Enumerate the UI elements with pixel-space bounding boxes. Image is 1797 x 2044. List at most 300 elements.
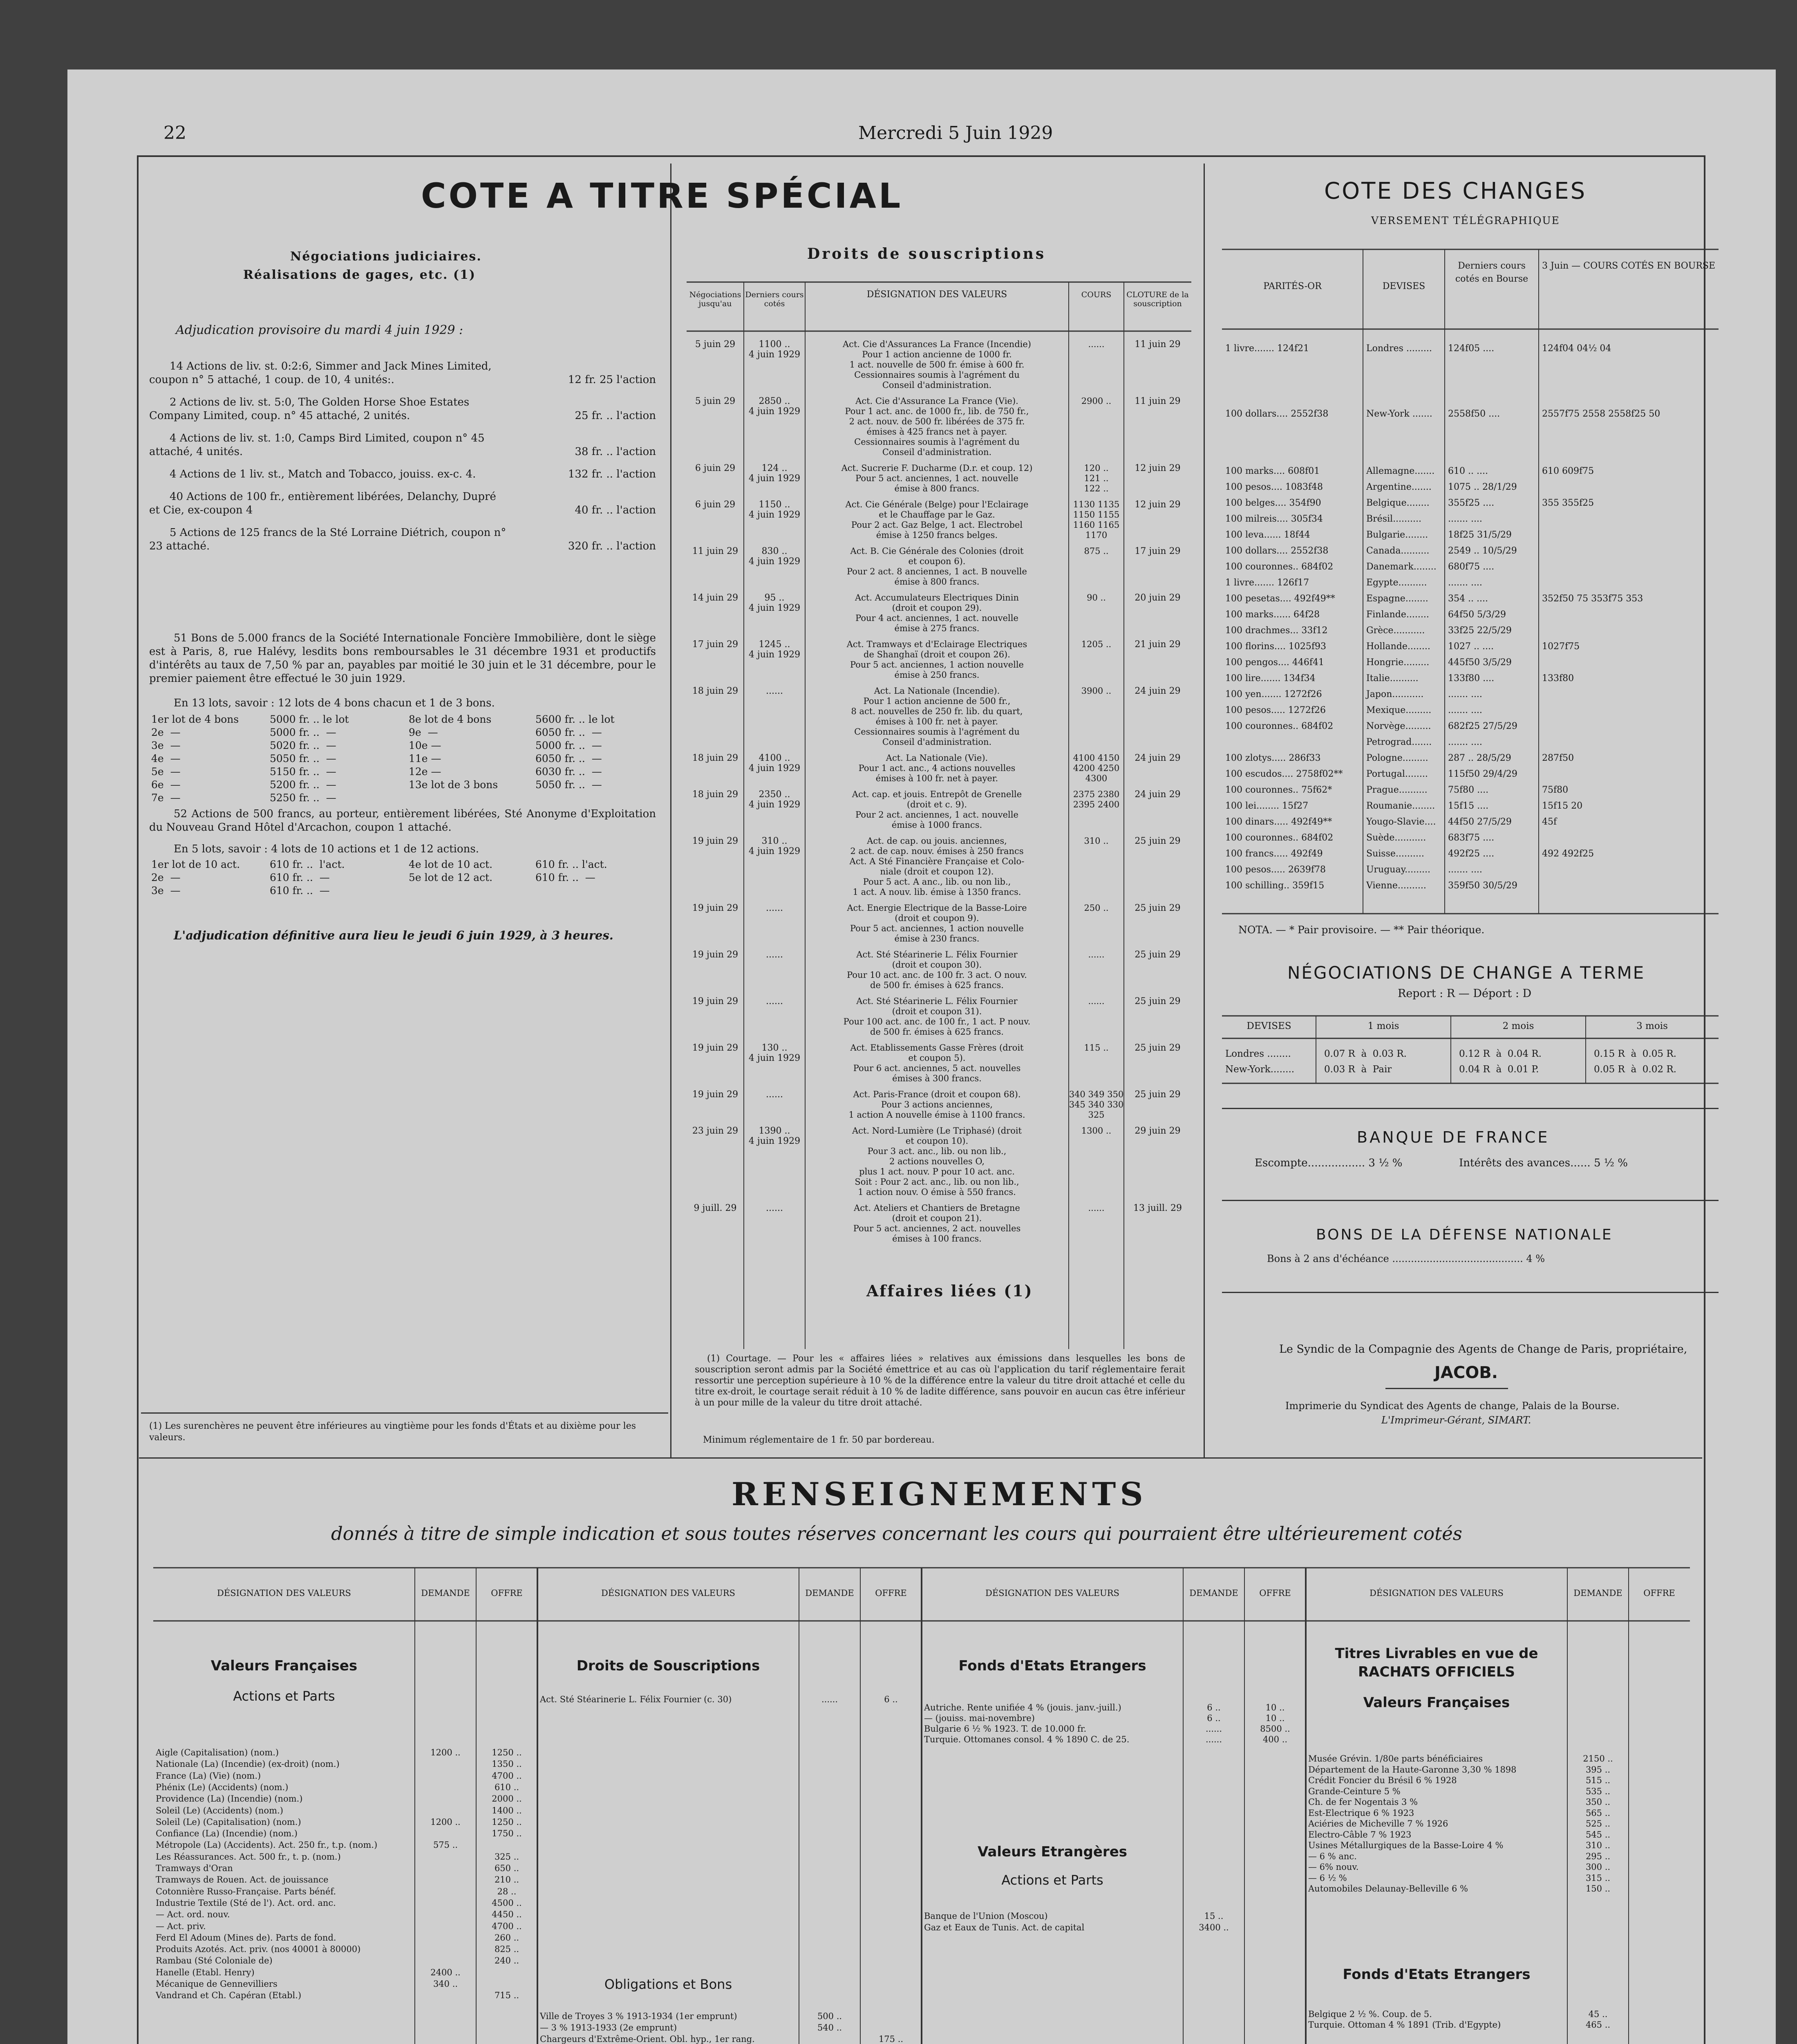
changes-dernier: 355f25 .... bbox=[1448, 498, 1495, 508]
rens-row-name: Confiance (La) (Incendie) (nom.) bbox=[156, 1829, 298, 1839]
rens-row-name: Rambau (Sté Coloniale de) bbox=[156, 1956, 273, 1966]
rens-row-name: — 3 % 1913-1933 (2e emprunt) bbox=[540, 2023, 677, 2033]
imprimerie: Imprimerie du Syndicat des Agents de change, Palais de la Bourse. bbox=[1285, 1400, 1620, 1412]
changes-dernier: 354 .. .... bbox=[1448, 594, 1488, 604]
cote-item bbox=[149, 396, 656, 423]
page-number: 22 bbox=[163, 123, 186, 143]
rens-row-name: Usines Métallurgiques de la Basse-Loire 4 % bbox=[1308, 1840, 1504, 1850]
rens-row-demande: 535 .. bbox=[1585, 1786, 1611, 1796]
rens-row-name: Turquie. Ottomanes consol. 4 % 1890 C. de 25. bbox=[924, 1735, 1130, 1744]
lot-c: 8e lot de 4 bons bbox=[409, 713, 492, 725]
droits-cloture: 13 juill. 29 bbox=[1133, 1203, 1182, 1213]
droits-cloture: 25 juin 29 bbox=[1135, 996, 1181, 1006]
droits-cloture: 20 juin 29 bbox=[1135, 593, 1181, 603]
droits-cloture: 17 juin 29 bbox=[1135, 546, 1181, 556]
changes-parite: 100 couronnes.. 684f02 bbox=[1225, 833, 1334, 843]
changes-parite: 100 drachmes... 33f12 bbox=[1225, 625, 1328, 636]
rens-row-offre: 325 .. bbox=[494, 1851, 519, 1862]
rens-row-offre: 10 .. bbox=[1265, 1703, 1285, 1712]
droits-neg: 18 juin 29 bbox=[692, 789, 738, 800]
lot-row bbox=[151, 713, 658, 726]
terme-title: NÉGOCIATIONS DE CHANGE A TERME bbox=[1287, 963, 1645, 983]
changes-bourse: 45f bbox=[1542, 817, 1557, 827]
cote-item bbox=[149, 432, 656, 459]
rens-row-offre: 4450 .. bbox=[492, 1910, 522, 1920]
changes-subtitle: VERSEMENT TÉLÉGRAPHIQUE bbox=[1371, 215, 1560, 226]
changes-dernier: 33f25 22/5/29 bbox=[1448, 625, 1512, 636]
droits-designation: Act. de cap. ou jouis. anciennes, 2 act. de cap. nouv. émises à 250 francs Act. A Sté Financière Française et Colo- niale (droit et coupon 12). Pour 5 act. A anc., lib. ou non lib., 1 act. A nouv. lib. émise à 1350 francs. bbox=[849, 836, 1025, 897]
droits-cours: 1300 .. bbox=[1081, 1126, 1112, 1136]
rens-row-offre: 400 .. bbox=[1262, 1735, 1288, 1744]
droits-cloture: 11 juin 29 bbox=[1135, 396, 1181, 406]
lot-d: 6030 fr. .. — bbox=[535, 766, 602, 778]
droits-derniers: ...... bbox=[766, 903, 783, 913]
adjudication-definitive: L'adjudication définitive aura lieu le jeudi 6 juin 1929, à 3 heures. bbox=[174, 928, 613, 942]
rens-row-demande: ...... bbox=[821, 1694, 838, 1704]
rens-row-name: Métropole (La) (Accidents). Act. 250 fr., t.p. (nom.) bbox=[156, 1840, 378, 1850]
droits-neg: 17 juin 29 bbox=[692, 639, 738, 650]
changes-dernier: 124f05 .... bbox=[1448, 343, 1495, 354]
arcachon-lots-table bbox=[151, 858, 658, 898]
droits-cours: 875 .. bbox=[1084, 546, 1109, 556]
droits-cloture: 24 juin 29 bbox=[1135, 753, 1181, 763]
changes-dernier: 2549 .. 10/5/29 bbox=[1448, 546, 1517, 556]
changes-devise: Uruguay......... bbox=[1366, 865, 1431, 875]
droits-designation: Act. Cie Générale (Belge) pour l'Eclairage et le Chauffage par le Gaz. Pour 2 act. Gaz Belge, 1 act. Electrobel émise à 1250 francs belges. bbox=[845, 500, 1029, 540]
rens-row-demande: 465 .. bbox=[1585, 2020, 1611, 2030]
rens-row-offre: 240 .. bbox=[494, 1956, 519, 1966]
terme-header-cell: 2 mois bbox=[1502, 1021, 1534, 1031]
cote-item-text: 2 Actions de liv. st. 5:0, The Golden Horse Shoe Estates Company Limited, coup. n° 45 attaché, 2 unités. bbox=[149, 396, 470, 422]
changes-bourse: 355 355f25 bbox=[1542, 498, 1594, 508]
changes-devise: Danemark........ bbox=[1366, 562, 1437, 572]
rens-row-demande: 45 .. bbox=[1588, 2009, 1608, 2019]
rens-row-offre: 1250 .. bbox=[492, 1748, 522, 1757]
rens-row-name: Aigle (Capitalisation) (nom.) bbox=[156, 1748, 279, 1757]
droits-cloture: 25 juin 29 bbox=[1135, 903, 1181, 913]
changes-header-cell: Derniers cours cotés en Bourse bbox=[1455, 261, 1528, 284]
changes-parite: 100 couronnes.. 684f02 bbox=[1225, 721, 1334, 731]
lot-b: 610 fr. .. — bbox=[270, 872, 330, 883]
droits-neg: 19 juin 29 bbox=[692, 836, 738, 846]
changes-dernier: 610 .. .... bbox=[1448, 466, 1488, 476]
rens-row-name: Industrie Textile (Sté de l'). Act. ord. anc. bbox=[156, 1898, 336, 1908]
changes-parite: 100 marks...... 64f28 bbox=[1225, 610, 1320, 620]
changes-parite: 100 pesos..... 2639f78 bbox=[1225, 865, 1326, 875]
changes-dernier: ....... .... bbox=[1448, 865, 1482, 875]
rens-row-demande: 15 .. bbox=[1204, 1911, 1224, 1921]
arcachon-paragraph: 52 Actions de 500 francs, au porteur, entièrement libérées, Sté Anonyme d'Exploitation du Nouveau Grand Hôtel d'Arcachon, coupon 1 attaché. bbox=[149, 808, 656, 834]
lot-row bbox=[151, 872, 658, 885]
droits-designation: Act. Cie d'Assurances La France (Incendie) Pour 1 action ancienne de 1000 fr. 1 act. nouvelle de 500 fr. émise à 600 fr. Cessionnaires soumis à l'agrément du Conseil d'administration. bbox=[843, 339, 1031, 390]
rens-row-name: — 6% nouv. bbox=[1308, 1862, 1359, 1872]
lot-a: 2e — bbox=[151, 872, 181, 883]
changes-devise: Finlande........ bbox=[1366, 610, 1429, 620]
rens-row-name: Crédit Foncier du Brésil 6 % 1928 bbox=[1308, 1775, 1457, 1785]
droits-cours: 120 .. 121 .. 122 .. bbox=[1084, 463, 1109, 493]
rens-header-cell: DÉSIGNATION DES VALEURS bbox=[1370, 1588, 1504, 1598]
changes-parite: 100 lei........ 15f27 bbox=[1225, 801, 1309, 811]
rens-row-demande: 3400 .. bbox=[1199, 1923, 1229, 1932]
rens-header-cell: DÉSIGNATION DES VALEURS bbox=[985, 1588, 1119, 1598]
changes-dernier: 682f25 27/5/29 bbox=[1448, 721, 1517, 731]
terme-3mois: 0.05 R à 0.02 R. bbox=[1594, 1064, 1676, 1075]
lot-c: 13e lot de 3 bons bbox=[409, 779, 498, 791]
rens-header-cell: DEMANDE bbox=[421, 1588, 470, 1598]
bons-title: BONS DE LA DÉFENSE NATIONALE bbox=[1316, 1226, 1613, 1243]
droits-cours: 250 .. bbox=[1084, 903, 1109, 913]
droits-derniers: 2850 .. 4 juin 1929 bbox=[748, 396, 801, 417]
lot-a: 2e — bbox=[151, 726, 181, 738]
rens-row-offre: 2000 .. bbox=[492, 1794, 522, 1804]
lot-d: 610 fr. .. l'act. bbox=[535, 858, 607, 870]
droits-cloture: 12 juin 29 bbox=[1135, 500, 1181, 510]
rens-row-offre: 28 .. bbox=[497, 1886, 517, 1896]
rens-row-demande: ...... bbox=[1205, 1735, 1222, 1744]
changes-dernier: 1027 .. .... bbox=[1448, 641, 1494, 652]
rens-header-cell: DEMANDE bbox=[805, 1588, 854, 1598]
banque-title: BANQUE DE FRANCE bbox=[1357, 1128, 1550, 1146]
changes-bourse: 15f15 20 bbox=[1542, 801, 1583, 811]
rens-row-demande: 340 .. bbox=[433, 1979, 458, 1989]
terme-devise: New-York........ bbox=[1225, 1064, 1295, 1075]
rens-row-name: Belgique 2 ½ %. Coup. de 5. bbox=[1308, 2009, 1432, 2019]
droits-header-cell: Derniers cours cotés bbox=[745, 290, 804, 308]
changes-bourse: 610 609f75 bbox=[1542, 466, 1594, 476]
rens-row-demande: 575 .. bbox=[433, 1840, 458, 1850]
rens-row-name: Les Réassurances. Act. 500 fr., t. p. (nom.) bbox=[156, 1851, 341, 1862]
rens-row-name: Automobiles Delaunay-Belleville 6 % bbox=[1308, 1884, 1468, 1894]
rens-section-title: RACHATS OFFICIELS bbox=[1358, 1664, 1515, 1680]
cote-item-price: 38 fr. .. l'action bbox=[575, 446, 656, 458]
rens-header-cell: DÉSIGNATION DES VALEURS bbox=[601, 1588, 735, 1598]
droits-cours: 115 .. bbox=[1084, 1043, 1109, 1053]
changes-devise: Suisse.......... bbox=[1366, 849, 1424, 859]
lot-d: 5600 fr. .. le lot bbox=[535, 713, 615, 725]
rens-row-offre: 210 .. bbox=[494, 1875, 519, 1885]
rens-row-name: Cotonnière Russo-Française. Parts bénéf. bbox=[156, 1886, 336, 1896]
changes-dernier: 18f25 31/5/29 bbox=[1448, 530, 1512, 540]
changes-parite: 1 livre....... 126f17 bbox=[1225, 578, 1309, 588]
divider-left bbox=[670, 164, 671, 1457]
changes-bourse: 352f50 75 353f75 353 bbox=[1542, 594, 1643, 604]
changes-dernier: 15f15 .... bbox=[1448, 801, 1489, 811]
arcachon-lots-intro: En 5 lots, savoir : 4 lots de 10 actions et 1 de 12 actions. bbox=[174, 843, 479, 855]
lot-a: 3e — bbox=[151, 885, 181, 896]
rens-row-offre: 175 .. bbox=[878, 2034, 904, 2044]
droits-designation: Act. Paris-France (droit et coupon 68). Pour 3 actions anciennes, 1 action A nouvelle émise à 1100 francs. bbox=[848, 1089, 1025, 1120]
changes-dernier: 287 .. 28/5/29 bbox=[1448, 753, 1511, 763]
rens-table bbox=[153, 1566, 1690, 2044]
changes-parite: 100 pesos..... 1272f26 bbox=[1225, 705, 1326, 715]
changes-devise: Vienne.......... bbox=[1366, 881, 1426, 891]
lot-b: 5000 fr. .. — bbox=[270, 726, 336, 738]
lot-c: 4e lot de 10 act. bbox=[409, 858, 493, 870]
cote-footnote: (1) Les surenchères ne peuvent être inférieures au vingtième pour les fonds d'États et au dixième pour les valeurs. bbox=[149, 1421, 636, 1443]
lot-a: 3e — bbox=[151, 740, 181, 751]
changes-parite: 100 marks.... 608f01 bbox=[1225, 466, 1320, 476]
changes-nota: NOTA. — * Pair provisoire. — ** Pair théorique. bbox=[1238, 924, 1485, 936]
rens-row-demande: 2400 .. bbox=[430, 1967, 461, 1977]
rens-row-name: — 6 % anc. bbox=[1308, 1851, 1357, 1861]
rens-title: RENSEIGNEMENTS bbox=[732, 1476, 1147, 1513]
rens-row-offre: 4700 .. bbox=[492, 1771, 522, 1781]
rens-row-name: Tramways de Rouen. Act. de jouissance bbox=[156, 1875, 329, 1885]
changes-bourse: 1027f75 bbox=[1542, 641, 1580, 652]
changes-dernier: 445f50 3/5/29 bbox=[1448, 657, 1512, 668]
droits-designation: Act. Energie Electrique de la Basse-Loire (droit et coupon 9). Pour 5 act. anciennes, 1 action nouvelle émise à 230 francs. bbox=[847, 903, 1027, 944]
changes-header-cell: PARITÉS-OR bbox=[1263, 281, 1322, 291]
droits-table-area bbox=[687, 278, 1191, 1525]
rens-row-demande: 545 .. bbox=[1585, 1829, 1611, 1840]
lot-d: 6050 fr. .. — bbox=[535, 726, 602, 738]
changes-parite: 100 pesos.... 1083f48 bbox=[1225, 482, 1323, 492]
lot-b: 5200 fr. .. — bbox=[270, 779, 336, 791]
changes-bourse: 492 492f25 bbox=[1542, 849, 1594, 859]
changes-devise: Portugal........ bbox=[1366, 769, 1428, 779]
rens-row-name: Providence (La) (Incendie) (nom.) bbox=[156, 1794, 303, 1804]
rens-section-title: Actions et Parts bbox=[1001, 1872, 1103, 1888]
changes-devise: New-York ....... bbox=[1366, 409, 1432, 419]
rens-row-offre: 1250 .. bbox=[492, 1817, 522, 1827]
droits-derniers: 2350 .. 4 juin 1929 bbox=[748, 789, 801, 810]
rens-header-cell: DEMANDE bbox=[1573, 1588, 1622, 1598]
rens-row-offre: 715 .. bbox=[494, 1990, 519, 2001]
rens-row-demande: 395 .. bbox=[1585, 1764, 1611, 1775]
gerant: L'Imprimeur-Gérant, SIMART. bbox=[1381, 1414, 1531, 1426]
droits-neg: 6 juin 29 bbox=[695, 500, 736, 510]
droits-cours: ...... bbox=[1088, 1203, 1105, 1213]
cote-items bbox=[149, 360, 656, 562]
avances: Intérêts des avances...... 5 ½ % bbox=[1459, 1157, 1628, 1169]
cote-item-price: 12 fr. 25 l'action bbox=[568, 374, 656, 386]
rens-row-name: Mécanique de Gennevilliers bbox=[156, 1979, 277, 1989]
rens-section-title: Fonds d'Etats Etrangers bbox=[958, 1658, 1146, 1674]
neg-title-1: Négociations judiciaires. bbox=[290, 249, 482, 264]
droits-derniers: 1100 .. 4 juin 1929 bbox=[748, 339, 801, 360]
lot-c: 10e — bbox=[409, 740, 441, 751]
lot-a: 1er lot de 4 bons bbox=[151, 713, 239, 725]
cote-item bbox=[149, 490, 656, 517]
terme-1mois: 0.03 R à Pair bbox=[1324, 1064, 1392, 1075]
changes-devise: Allemagne....... bbox=[1366, 466, 1435, 476]
cote-item bbox=[149, 360, 656, 387]
changes-devise: Espagne........ bbox=[1366, 594, 1428, 604]
rens-header-cell: DEMANDE bbox=[1189, 1588, 1238, 1598]
droits-cloture: 24 juin 29 bbox=[1135, 686, 1181, 696]
rens-section-title: Fonds d'Etats Etrangers bbox=[1343, 1966, 1531, 1983]
rens-row-offre: 610 .. bbox=[494, 1782, 519, 1792]
rens-row-name: Aciéries de Micheville 7 % 1926 bbox=[1308, 1819, 1448, 1829]
cote-item-price: 132 fr. .. l'action bbox=[568, 468, 656, 480]
rens-header-cell: DÉSIGNATION DES VALEURS bbox=[217, 1588, 351, 1598]
droits-designation: Act. Sté Stéarinerie L. Félix Fournier (droit et coupon 30). Pour 10 act. anc. de 100 fr. 3 act. O nouv. de 500 fr. émises à 625 francs. bbox=[847, 950, 1027, 990]
changes-parite: 100 couronnes.. 684f02 bbox=[1225, 562, 1334, 572]
lots-table bbox=[151, 713, 658, 805]
rens-row-name: — Act. ord. nouv. bbox=[156, 1910, 230, 1920]
droits-cours: ...... bbox=[1088, 950, 1105, 959]
rens-row-offre: 8500 .. bbox=[1260, 1724, 1290, 1734]
cote-item bbox=[149, 526, 656, 553]
changes-devise: Brésil.......... bbox=[1366, 514, 1421, 524]
rens-row-offre: 650 .. bbox=[494, 1863, 519, 1873]
changes-parite: 100 belges.... 354f90 bbox=[1225, 498, 1321, 508]
rens-row-name: Autriche. Rente unifiée 4 % (jouis. janv.-juill.) bbox=[924, 1703, 1121, 1712]
droits-cours: ...... bbox=[1088, 339, 1105, 349]
rens-row-demande: 310 .. bbox=[1585, 1840, 1611, 1850]
rens-row-name: Ferd El Adoum (Mines de). Parts de fond. bbox=[156, 1932, 336, 1943]
lot-c: 12e — bbox=[409, 766, 441, 778]
changes-dernier: 75f80 .... bbox=[1448, 785, 1489, 795]
rens-row-offre: 4700 .. bbox=[492, 1921, 522, 1931]
changes-dernier: ....... .... bbox=[1448, 514, 1482, 524]
lot-row bbox=[151, 726, 658, 740]
droits-neg: 5 juin 29 bbox=[695, 396, 736, 406]
changes-bourse: 124f04 04½ 04 bbox=[1542, 343, 1611, 354]
rens-row-offre: 260 .. bbox=[494, 1932, 519, 1943]
droits-cloture: 29 juin 29 bbox=[1135, 1126, 1181, 1136]
terme-devise: Londres ........ bbox=[1225, 1049, 1291, 1059]
droits-cloture: 25 juin 29 bbox=[1135, 1089, 1181, 1100]
changes-bourse: 133f80 bbox=[1542, 673, 1574, 684]
affaires-liees: Affaires liées (1) bbox=[866, 1282, 1033, 1300]
rens-row-offre: 4500 .. bbox=[492, 1898, 522, 1908]
changes-parite: 100 schilling.. 359f15 bbox=[1225, 881, 1325, 891]
droits-neg: 19 juin 29 bbox=[692, 996, 738, 1006]
changes-parite: 100 escudos.... 2758f02** bbox=[1225, 769, 1343, 779]
rens-section-title: Titres Livrables en vue de bbox=[1335, 1645, 1538, 1662]
rens-section-title: Valeurs Françaises bbox=[1363, 1694, 1510, 1711]
lot-row bbox=[151, 779, 658, 792]
cote-item-text: 40 Actions de 100 fr., entièrement libérées, Delanchy, Dupré et Cie, ex-coupon 4 bbox=[149, 491, 496, 516]
rens-row-name: Musée Grévin. 1/80e parts bénéficiaires bbox=[1308, 1754, 1483, 1764]
droits-cours: 4100 4150 4200 4250 4300 bbox=[1073, 753, 1120, 783]
droits-neg: 11 juin 29 bbox=[692, 546, 738, 556]
changes-dernier: 359f50 30/5/29 bbox=[1448, 881, 1517, 891]
changes-parite: 100 pesetas.... 492f49** bbox=[1225, 594, 1335, 604]
changes-devise: Japon........... bbox=[1366, 689, 1424, 699]
changes-devise: Hongrie......... bbox=[1366, 657, 1430, 668]
lot-row bbox=[151, 753, 658, 766]
changes-parite: 100 lire....... 134f34 bbox=[1225, 673, 1316, 684]
rens-row-demande: 1200 .. bbox=[430, 1817, 461, 1827]
droits-neg: 6 juin 29 bbox=[695, 463, 736, 473]
droits-derniers: ...... bbox=[766, 1203, 783, 1213]
changes-dernier: 2558f50 .... bbox=[1448, 409, 1500, 419]
terme-header-cell: DEVISES bbox=[1246, 1021, 1291, 1031]
rens-header-cell: OFFRE bbox=[875, 1588, 907, 1598]
rens-row-name: Bulgarie 6 ½ % 1923. T. de 10.000 fr. bbox=[924, 1724, 1087, 1734]
changes-bourse: 75f80 bbox=[1542, 785, 1569, 795]
rens-row-demande: 150 .. bbox=[1585, 1884, 1611, 1894]
droits-cloture: 12 juin 29 bbox=[1135, 463, 1181, 473]
rens-row-demande: 315 .. bbox=[1585, 1873, 1611, 1883]
droits-designation: Act. Cie d'Assurance La France (Vie). Pour 1 act. anc. de 1000 fr., lib. de 750 fr., 2 act. nouv. de 500 fr. libérées de 375 fr. émises à 425 francs net à payer. Cessionnaires soumis à l'agrément du Conseil d'administration. bbox=[845, 396, 1029, 457]
droits-neg: 23 juin 29 bbox=[692, 1126, 738, 1136]
changes-dernier: 44f50 27/5/29 bbox=[1448, 817, 1512, 827]
changes-devise: Hollande........ bbox=[1366, 641, 1430, 652]
rens-row-demande: 6 .. bbox=[1207, 1713, 1221, 1723]
droits-derniers: 124 .. 4 juin 1929 bbox=[748, 463, 801, 484]
lot-row bbox=[151, 792, 658, 805]
rens-row-name: Soleil (Le) (Capitalisation) (nom.) bbox=[156, 1817, 301, 1827]
lot-row bbox=[151, 885, 658, 898]
lot-d: 610 fr. .. — bbox=[535, 872, 595, 883]
lot-b: 5000 fr. .. le lot bbox=[270, 713, 349, 725]
lot-a: 7e — bbox=[151, 792, 181, 804]
rens-row-name: — (jouiss. mai-novembre) bbox=[924, 1713, 1035, 1723]
rens-row-demande: 6 .. bbox=[1207, 1703, 1221, 1712]
droits-cours: 1130 1135 1150 1155 1160 1165 1170 bbox=[1073, 500, 1120, 540]
cote-item-price: 320 fr. .. l'action bbox=[568, 540, 656, 552]
rens-row-name: Nationale (La) (Incendie) (ex-droit) (nom.) bbox=[156, 1759, 340, 1769]
rens-row-name: Turquie. Ottoman 4 % 1891 (Trib. d'Egypte) bbox=[1308, 2020, 1501, 2030]
rens-section-title: Valeurs Françaises bbox=[210, 1658, 358, 1674]
changes-parite: 100 couronnes.. 75f62* bbox=[1225, 785, 1332, 795]
changes-dernier: ....... .... bbox=[1448, 705, 1482, 715]
changes-parite: 100 dollars.... 2552f38 bbox=[1225, 546, 1329, 556]
droits-neg: 14 juin 29 bbox=[692, 593, 738, 603]
droits-designation: Act. Ateliers et Chantiers de Bretagne (droit et coupon 21). Pour 5 act. anciennes, 2 act. nouvelles émises à 100 francs. bbox=[853, 1203, 1021, 1244]
droits-neg: 18 juin 29 bbox=[692, 753, 738, 763]
rens-row-name: Phénix (Le) (Accidents) (nom.) bbox=[156, 1782, 289, 1792]
rens-row-demande: 515 .. bbox=[1585, 1775, 1611, 1785]
lot-d: 6050 fr. .. — bbox=[535, 753, 602, 764]
droits-derniers: 130 .. 4 juin 1929 bbox=[748, 1043, 801, 1063]
changes-title: COTE DES CHANGES bbox=[1324, 178, 1587, 204]
rens-row-offre: 1750 .. bbox=[492, 1829, 522, 1839]
lot-row bbox=[151, 766, 658, 779]
lot-b: 5250 fr. .. — bbox=[270, 792, 336, 804]
changes-devise: Egypte.......... bbox=[1366, 578, 1427, 588]
rens-section-title: Obligations et Bons bbox=[604, 1977, 732, 1992]
page-date: Mercredi 5 Juin 1929 bbox=[858, 123, 1053, 143]
footnote-rule bbox=[141, 1412, 668, 1414]
rens-row-name: Grande-Ceinture 5 % bbox=[1308, 1786, 1401, 1796]
courtage-minimum: Minimum réglementaire de 1 fr. 50 par bordereau. bbox=[703, 1435, 935, 1445]
lot-b: 610 fr. .. l'act. bbox=[270, 858, 345, 870]
changes-devise: Italie.......... bbox=[1366, 673, 1419, 684]
droits-neg: 19 juin 29 bbox=[692, 1043, 738, 1053]
rens-row-demande: 540 .. bbox=[817, 2023, 842, 2033]
droits-derniers: ...... bbox=[766, 686, 783, 696]
changes-parite: 100 milreis.... 305f34 bbox=[1225, 514, 1323, 524]
droits-cours: ...... bbox=[1088, 996, 1105, 1006]
bons-paragraph: 51 Bons de 5.000 francs de la Société Internationale Foncière Immobilière, dont le siège est à Paris, 8, rue Halévy, lesdits bons remboursables le 31 décembre 1931 et productifs d'intérêts au taux de 7,50 % par an, payables par moitié le 30 juin et le 31 décembre, pour le premier paiement être effectué le 30 juin 1929. bbox=[149, 632, 656, 685]
changes-devise: Suède........... bbox=[1366, 833, 1426, 843]
lot-c: 11e — bbox=[409, 753, 441, 764]
terme-2mois: 0.12 R à 0.04 R. bbox=[1459, 1049, 1542, 1059]
droits-cloture: 24 juin 29 bbox=[1135, 789, 1181, 800]
changes-devise: Petrograd....... bbox=[1366, 737, 1432, 747]
rens-section-title: Actions et Parts bbox=[233, 1688, 335, 1704]
courtage-note: (1) Courtage. — Pour les « affaires liées » relatives aux émissions dans lesquelles les bons de souscription seront admis par la Société émettrice et au cas où l'application du tarif réglementaire ferait ressortir une perception supérieure à 10 % de la différence entre la valeur du titre droit attaché et celle du titre ex-droit, le courtage serait réduit à 10 % de ladite différence, sans pouvoir en aucun cas être inférieur à un pour mille de la valeur du titre droit attaché. bbox=[695, 1354, 1185, 1408]
changes-bourse: 2557f75 2558 2558f25 50 bbox=[1542, 409, 1660, 419]
droits-derniers: 1390 .. 4 juin 1929 bbox=[748, 1126, 801, 1146]
rens-header-cell: OFFRE bbox=[1643, 1588, 1675, 1598]
droits-derniers: 4100 .. 4 juin 1929 bbox=[748, 753, 801, 773]
cote-item-text: 4 Actions de 1 liv. st., Match and Tobacco, jouiss. ex-c. 4. bbox=[170, 468, 476, 480]
droits-cloture: 25 juin 29 bbox=[1135, 1043, 1181, 1053]
rens-row-name: Produits Azotés. Act. priv. (nos 40001 à 80000) bbox=[156, 1944, 361, 1954]
changes-parite: 100 dollars.... 2552f38 bbox=[1225, 409, 1329, 419]
droits-designation: Act. Sucrerie F. Ducharme (D.r. et coup. 12) Pour 5 act. anciennes, 1 act. nouvelle émise à 800 francs. bbox=[841, 463, 1033, 493]
lot-c: 9e — bbox=[409, 726, 438, 738]
droits-neg: 19 juin 29 bbox=[692, 903, 738, 913]
droits-designation: Act. Sté Stéarinerie L. Félix Fournier (droit et coupon 31). Pour 100 act. anc. de 100 fr., 1 act. P nouv. de 500 fr. émises à 625 francs. bbox=[843, 996, 1031, 1037]
changes-dernier: 1075 .. 28/1/29 bbox=[1448, 482, 1517, 492]
changes-dernier: 133f80 .... bbox=[1448, 673, 1495, 684]
